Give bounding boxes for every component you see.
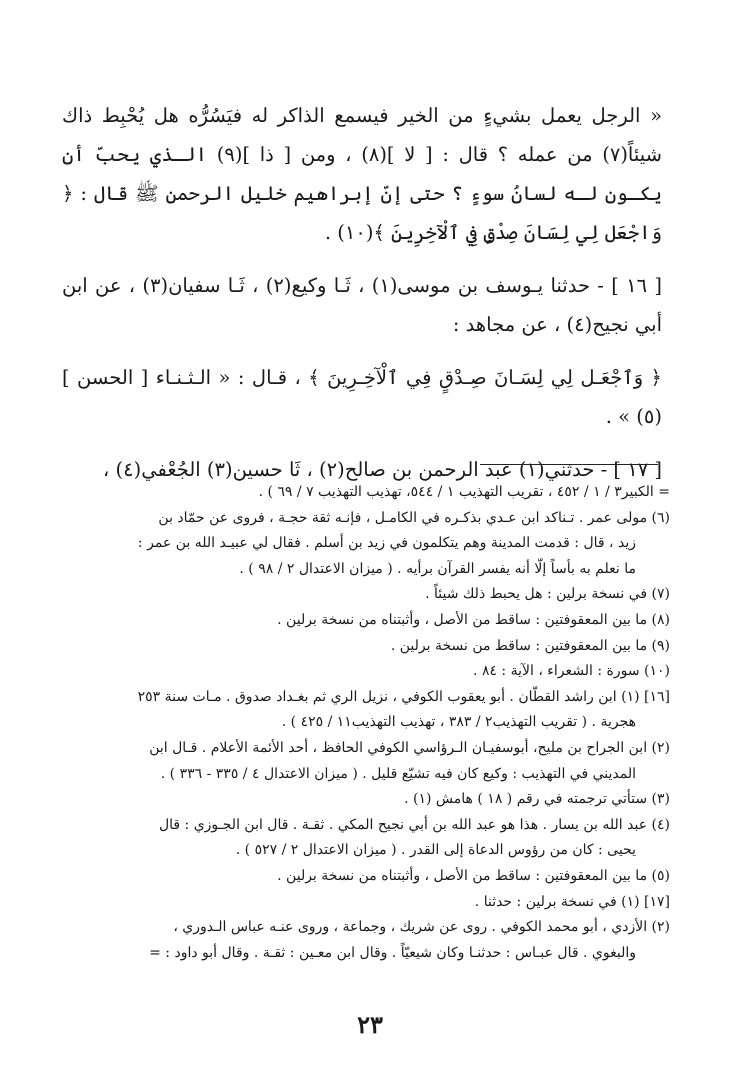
footnote-line: = الكبير٣ / ١ / ٤٥٢ ، تقريب التهذيب ١ / ٥٤٤، تهذيب التهذيب ٧ / ٦٩ ) . [258,484,670,500]
footnote-line: المديني في التهذيب : وكيع كان فيه تشيّع قليل . ( ميزان الاعتدال ٤ / ٣٣٥ - ٣٣٦ ) . [160,765,636,782]
footnote-line: زيد ، قال : قدمت المدينة وهم يتكلمون في زيد بن أسلم . فقال لي عبيـد الله بن عمر : [137,535,636,552]
footnote-line: ما نعلم به بأساً إلّا أنه يفسر القرآن برأيه . ( ميزان الاعتدال ٢ / ٩٨ ) . [239,560,636,577]
paragraph-hadith-17: [ ١٧ ] - حدثني(١) عبد الرحمن بن صالح(٢) ، ثَا حسين(٣) الجُعْفي(٤) ، [103,458,662,481]
footnote-line: يحيى : كان من رؤوس الدعاة إلى القدر . ( ميزان الاعتدال ٢ / ٥٢٧ ) . [235,842,636,859]
footnote-line: (٤) عبد الله بن يسار . هذا هو عبد الله بن أبي نجيح المكي . ثقـة . قال ابن الجـوزي : قال [158,816,670,833]
footnote-separator [480,464,658,465]
footnote-line: والبغوي . قال عبـاس : حدثنـا وكان شيعيّاً . وقال ابن معـين : ثقـة . وقال أبو داود : = [149,944,636,961]
footnote-line: [١٦] (١) ابن راشد القطّان . أبو يعقوب الكوفي ، نزيل الري ثم بغـداد صدوق . مـات سنة ٢٥٣ [137,688,670,705]
footnote-line: (٩) ما بين المعقوفتين : ساقط من نسخة برلين . [390,637,670,654]
paragraph-quran-verse: ﴿ وَٱجْعَـل لِي لِسَـانَ صِـدْقٍ فِي ٱلْآخِـرِينَ ﴾ ، قـال : « الـثـنـاء [ الحسن ](٥) » . [62,366,662,428]
page-number: ٢٣ [357,1010,383,1039]
paragraph-hadith-16: [ ١٦ ] - حدثنا يـوسف بن موسى(١) ، ثَـا وكيع(٢) ، ثَـا سفيان(٣) ، عن ابن أبي نجيح(٤) ، عن مجاهد : [62,274,662,336]
footnote-line: (٢) ابن الجراح بن مليح، أبوسفيـان الـرؤاسي الكوفي الحافظ ، أحد الأئمة الأعلام . قـال ابن [149,739,670,756]
paragraph-hadith-text: « الرجل يعمل بشيءٍ من الخير فيسمع الذاكر له فيَسُرُّه هل يُحْبِط ذاك شيئاً(٧) من عمله ؟ قال : [ لا ](٨) ، ومن [ ذا ](٩) الـذي يحبّ أن يكـون لـه لسانُ سوءٍ ؟ حتى إنّ إبراهيم خليل الرحمن ﷺ قال : ﴿ وَاجْعَل لِي لِسَانَ صِدْقٍ فِي ٱلْآخِرِينَ ﴾(١٠) . [62,104,662,244]
footnote-line: هجرية . ( تقريب التهذيب٢ / ٣٨٣ ، تهذيب التهذيب١١ / ٤٢٥ ) . [281,714,636,731]
footnote-line: (٧) في نسخة برلين : هل يحبط ذلك شيئاً . [425,586,670,603]
footnote-line: [١٧] (١) في نسخة برلين : حدثنا . [474,893,670,910]
footnotes [45,480,670,966]
footnote-line: (٣) ستأتي ترجمته في رقم ( ١٨ ) هامش (١) . [404,791,670,808]
footnote-line: (٨) ما بين المعقوفتين : ساقط من الأصل ، وأثبتناه من نسخة برلين . [277,611,670,628]
footnote-line: (٢) الأزدي ، أبو محمد الكوفي . روى عن شريك ، وجماعة ، وروى عنـه عباس الـدوري ، [173,919,670,936]
footnote-line: (١٠) سورة : الشعراء ، الآية : ٨٤ . [473,663,670,680]
footnote-line: (٦) مولى عمر . تـناكد ابن عـدي بذكـره في الكامـل ، فإنـه ثقة حجـة ، فروى عن حمّاد بن [158,509,670,526]
footnote-line: (٥) ما بين المعقوفتين : ساقط من الأصل ، وأثبتناه من نسخة برلين . [277,867,670,884]
main-text [62,96,662,489]
